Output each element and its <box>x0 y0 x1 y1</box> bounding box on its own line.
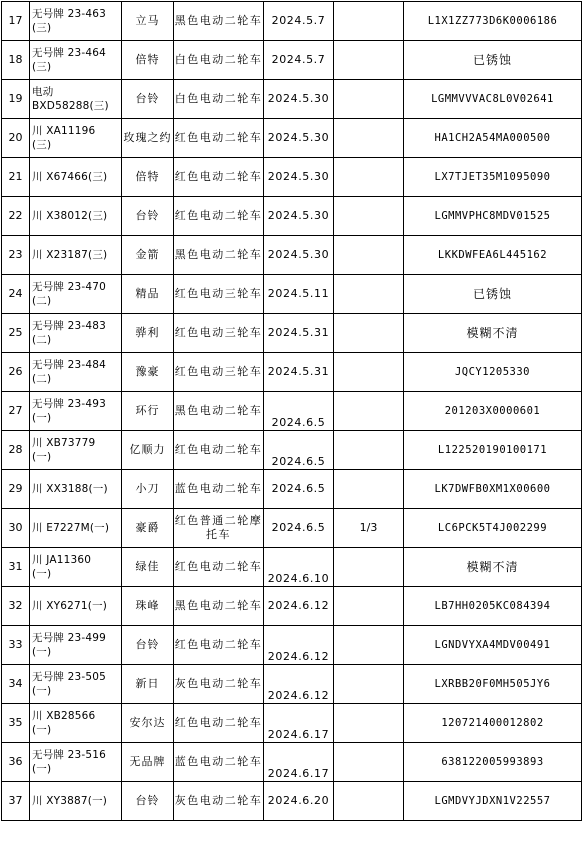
seizure-date: 2024.5.30 <box>264 119 334 158</box>
table-row <box>2 119 582 158</box>
vin-number: L122520190100171 <box>404 431 582 470</box>
plate-number <box>30 704 122 743</box>
row-number: 36 <box>2 743 30 782</box>
row-number: 32 <box>2 587 30 626</box>
seizure-date: 2024.5.30 <box>264 197 334 236</box>
table-row <box>2 392 582 431</box>
note <box>334 392 404 431</box>
row-number: 37 <box>2 782 30 821</box>
row-number: 23 <box>2 236 30 275</box>
plate-number <box>30 236 122 275</box>
seizure-date: 2024.6.20 <box>264 782 334 821</box>
brand: 无品牌 <box>122 743 174 782</box>
vehicle-description: 灰色电动二轮车 <box>174 665 264 704</box>
plate-number <box>30 80 122 119</box>
vin-number: 已锈蚀 <box>404 41 582 80</box>
vehicle-description: 黑色电动二轮车 <box>174 2 264 41</box>
table-row <box>2 2 582 41</box>
vehicle-description: 红色电动三轮车 <box>174 353 264 392</box>
vin-number: LK7DWFB0XM1X00600 <box>404 470 582 509</box>
plate-line: 川 E7227M(一) <box>32 522 110 534</box>
table-row <box>2 314 582 353</box>
plate-line: (二) <box>32 373 52 385</box>
plate-line: 电动 <box>32 86 54 98</box>
plate-number <box>30 782 122 821</box>
vehicle-description: 红色电动二轮车 <box>174 158 264 197</box>
plate-line: 无号牌 23-484 <box>32 359 107 371</box>
brand: 玫瑰之约 <box>122 119 174 158</box>
plate-number <box>30 119 122 158</box>
note <box>334 41 404 80</box>
seizure-date: 2024.6.5 <box>264 392 334 431</box>
table-row <box>2 470 582 509</box>
table-row <box>2 665 582 704</box>
row-number: 21 <box>2 158 30 197</box>
row-number: 31 <box>2 548 30 587</box>
brand: 立马 <box>122 2 174 41</box>
seizure-date: 2024.5.7 <box>264 2 334 41</box>
brand: 精品 <box>122 275 174 314</box>
plate-line: 无号牌 23-470 <box>32 281 107 293</box>
plate-line: 无号牌 23-516 <box>32 749 107 761</box>
seizure-date: 2024.6.5 <box>264 509 334 548</box>
vehicle-description: 黑色电动二轮车 <box>174 392 264 431</box>
brand: 环行 <box>122 392 174 431</box>
note <box>334 119 404 158</box>
plate-number <box>30 197 122 236</box>
plate-line: 无号牌 23-463 <box>32 8 107 20</box>
vin-number: LGNDVYXA4MDV00491 <box>404 626 582 665</box>
plate-number <box>30 587 122 626</box>
table-row <box>2 743 582 782</box>
plate-number <box>30 743 122 782</box>
note <box>334 158 404 197</box>
brand: 绿佳 <box>122 548 174 587</box>
brand: 台铃 <box>122 626 174 665</box>
plate-line: (一) <box>32 646 52 658</box>
brand: 豪爵 <box>122 509 174 548</box>
plate-number <box>30 41 122 80</box>
seizure-date: 2024.6.10 <box>264 548 334 587</box>
plate-line: 无号牌 23-505 <box>32 671 107 683</box>
plate-line: 无号牌 23-493 <box>32 398 107 410</box>
vin-number: LXRBB20F0MH505JY6 <box>404 665 582 704</box>
vin-number: LC6PCK5T4J002299 <box>404 509 582 548</box>
plate-line: (二) <box>32 295 52 307</box>
row-number: 25 <box>2 314 30 353</box>
row-number: 18 <box>2 41 30 80</box>
vehicle-description: 白色电动二轮车 <box>174 80 264 119</box>
plate-number <box>30 470 122 509</box>
vin-number: 模糊不清 <box>404 314 582 353</box>
vehicle-description: 红色电动二轮车 <box>174 548 264 587</box>
vehicle-description: 蓝色电动二轮车 <box>174 743 264 782</box>
seizure-date: 2024.6.5 <box>264 431 334 470</box>
plate-line: 川 XB28566 <box>32 710 96 722</box>
seizure-date: 2024.6.12 <box>264 665 334 704</box>
vin-number: LX7TJET35M1095090 <box>404 158 582 197</box>
plate-number <box>30 353 122 392</box>
note <box>334 782 404 821</box>
seizure-date: 2024.5.11 <box>264 275 334 314</box>
note <box>334 197 404 236</box>
note <box>334 587 404 626</box>
plate-line: (一) <box>32 724 52 736</box>
plate-number <box>30 392 122 431</box>
plate-line: (三) <box>32 139 52 151</box>
row-number: 30 <box>2 509 30 548</box>
vin-number: LGMMVPHC8MDV01525 <box>404 197 582 236</box>
vehicle-description: 红色普通二轮摩托车 <box>174 509 264 548</box>
table-row <box>2 509 582 548</box>
vin-number: 638122005993893 <box>404 743 582 782</box>
seizure-date: 2024.6.12 <box>264 587 334 626</box>
plate-line: (三) <box>32 61 52 73</box>
plate-line: BXD58288(三) <box>32 100 109 112</box>
plate-line: (二) <box>32 334 52 346</box>
brand: 台铃 <box>122 80 174 119</box>
vin-number: HA1CH2A54MA000500 <box>404 119 582 158</box>
seizure-date: 2024.6.5 <box>264 470 334 509</box>
plate-line: 无号牌 23-499 <box>32 632 107 644</box>
note <box>334 431 404 470</box>
plate-line: 川 X67466(三) <box>32 171 108 183</box>
note <box>334 665 404 704</box>
table-row <box>2 275 582 314</box>
row-number: 17 <box>2 2 30 41</box>
row-number: 19 <box>2 80 30 119</box>
seizure-date: 2024.6.17 <box>264 704 334 743</box>
plate-line: (一) <box>32 763 52 775</box>
seizure-date: 2024.5.30 <box>264 236 334 275</box>
plate-line: 川 XB73779 <box>32 437 96 449</box>
seizure-date: 2024.5.7 <box>264 41 334 80</box>
brand: 台铃 <box>122 197 174 236</box>
plate-number <box>30 2 122 41</box>
vehicle-table <box>1 1 582 821</box>
brand: 金箭 <box>122 236 174 275</box>
seizure-date: 2024.6.17 <box>264 743 334 782</box>
vin-number: 120721400012802 <box>404 704 582 743</box>
row-number: 35 <box>2 704 30 743</box>
vin-number: 201203X0000601 <box>404 392 582 431</box>
seizure-date: 2024.6.12 <box>264 626 334 665</box>
plate-number <box>30 275 122 314</box>
note <box>334 470 404 509</box>
table-row <box>2 704 582 743</box>
table-row <box>2 587 582 626</box>
table-row <box>2 158 582 197</box>
table-row <box>2 353 582 392</box>
table-row <box>2 431 582 470</box>
plate-number <box>30 509 122 548</box>
vin-number: LKKDWFEA6L445162 <box>404 236 582 275</box>
vehicle-description: 红色电动二轮车 <box>174 119 264 158</box>
vehicle-description: 红色电动三轮车 <box>174 275 264 314</box>
seizure-date: 2024.5.31 <box>264 353 334 392</box>
vehicle-description: 红色电动二轮车 <box>174 704 264 743</box>
vin-number: LGMMVVVAC8L0V02641 <box>404 80 582 119</box>
table-row <box>2 236 582 275</box>
plate-line: 川 XX3188(一) <box>32 483 108 495</box>
plate-number <box>30 314 122 353</box>
plate-line: (一) <box>32 685 52 697</box>
vehicle-description: 白色电动二轮车 <box>174 41 264 80</box>
brand: 倍特 <box>122 158 174 197</box>
table-row <box>2 80 582 119</box>
vehicle-description: 红色电动二轮车 <box>174 431 264 470</box>
plate-number <box>30 626 122 665</box>
brand: 新日 <box>122 665 174 704</box>
table-row <box>2 782 582 821</box>
vehicle-description: 红色电动三轮车 <box>174 314 264 353</box>
vin-number: L1X1ZZ773D6K0006186 <box>404 2 582 41</box>
row-number: 33 <box>2 626 30 665</box>
note <box>334 548 404 587</box>
brand: 骅利 <box>122 314 174 353</box>
row-number: 34 <box>2 665 30 704</box>
vehicle-description: 红色电动二轮车 <box>174 197 264 236</box>
note <box>334 236 404 275</box>
brand: 豫豪 <box>122 353 174 392</box>
seizure-date: 2024.5.31 <box>264 314 334 353</box>
plate-line: (一) <box>32 412 52 424</box>
note <box>334 314 404 353</box>
vehicle-description: 黑色电动二轮车 <box>174 587 264 626</box>
brand: 小刀 <box>122 470 174 509</box>
vehicle-description: 黑色电动二轮车 <box>174 236 264 275</box>
note <box>334 626 404 665</box>
note <box>334 275 404 314</box>
brand: 亿顺力 <box>122 431 174 470</box>
vehicle-description: 灰色电动二轮车 <box>174 782 264 821</box>
vin-number: 已锈蚀 <box>404 275 582 314</box>
plate-number <box>30 665 122 704</box>
table-row <box>2 626 582 665</box>
table-row <box>2 197 582 236</box>
note <box>334 2 404 41</box>
table-row <box>2 548 582 587</box>
plate-line: 川 XY3887(一) <box>32 795 108 807</box>
vehicle-description: 蓝色电动二轮车 <box>174 470 264 509</box>
table-row <box>2 41 582 80</box>
row-number: 27 <box>2 392 30 431</box>
plate-line: 川 X23187(三) <box>32 249 108 261</box>
brand: 台铃 <box>122 782 174 821</box>
plate-number <box>30 548 122 587</box>
plate-line: (一) <box>32 451 52 463</box>
brand: 倍特 <box>122 41 174 80</box>
brand: 珠峰 <box>122 587 174 626</box>
row-number: 22 <box>2 197 30 236</box>
plate-number <box>30 431 122 470</box>
plate-line: 川 XY6271(一) <box>32 600 108 612</box>
row-number: 24 <box>2 275 30 314</box>
vin-number: LB7HH0205KC084394 <box>404 587 582 626</box>
row-number: 26 <box>2 353 30 392</box>
seizure-date: 2024.5.30 <box>264 80 334 119</box>
seizure-date: 2024.5.30 <box>264 158 334 197</box>
plate-line: 无号牌 23-483 <box>32 320 107 332</box>
vin-number: LGMDVYJDXN1V22557 <box>404 782 582 821</box>
vehicle-description: 红色电动二轮车 <box>174 626 264 665</box>
note: 1/3 <box>334 509 404 548</box>
note <box>334 353 404 392</box>
row-number: 20 <box>2 119 30 158</box>
plate-line: 川 JA11360 <box>32 554 92 566</box>
plate-line: (三) <box>32 22 52 34</box>
note <box>334 743 404 782</box>
vin-number: JQCY1205330 <box>404 353 582 392</box>
row-number: 28 <box>2 431 30 470</box>
plate-line: 川 X38012(三) <box>32 210 108 222</box>
note <box>334 80 404 119</box>
table-body <box>2 2 582 821</box>
plate-number <box>30 158 122 197</box>
plate-line: (一) <box>32 568 52 580</box>
row-number: 29 <box>2 470 30 509</box>
brand: 安尔达 <box>122 704 174 743</box>
plate-line: 川 XA11196 <box>32 125 96 137</box>
plate-line: 无号牌 23-464 <box>32 47 107 59</box>
vin-number: 模糊不清 <box>404 548 582 587</box>
note <box>334 704 404 743</box>
